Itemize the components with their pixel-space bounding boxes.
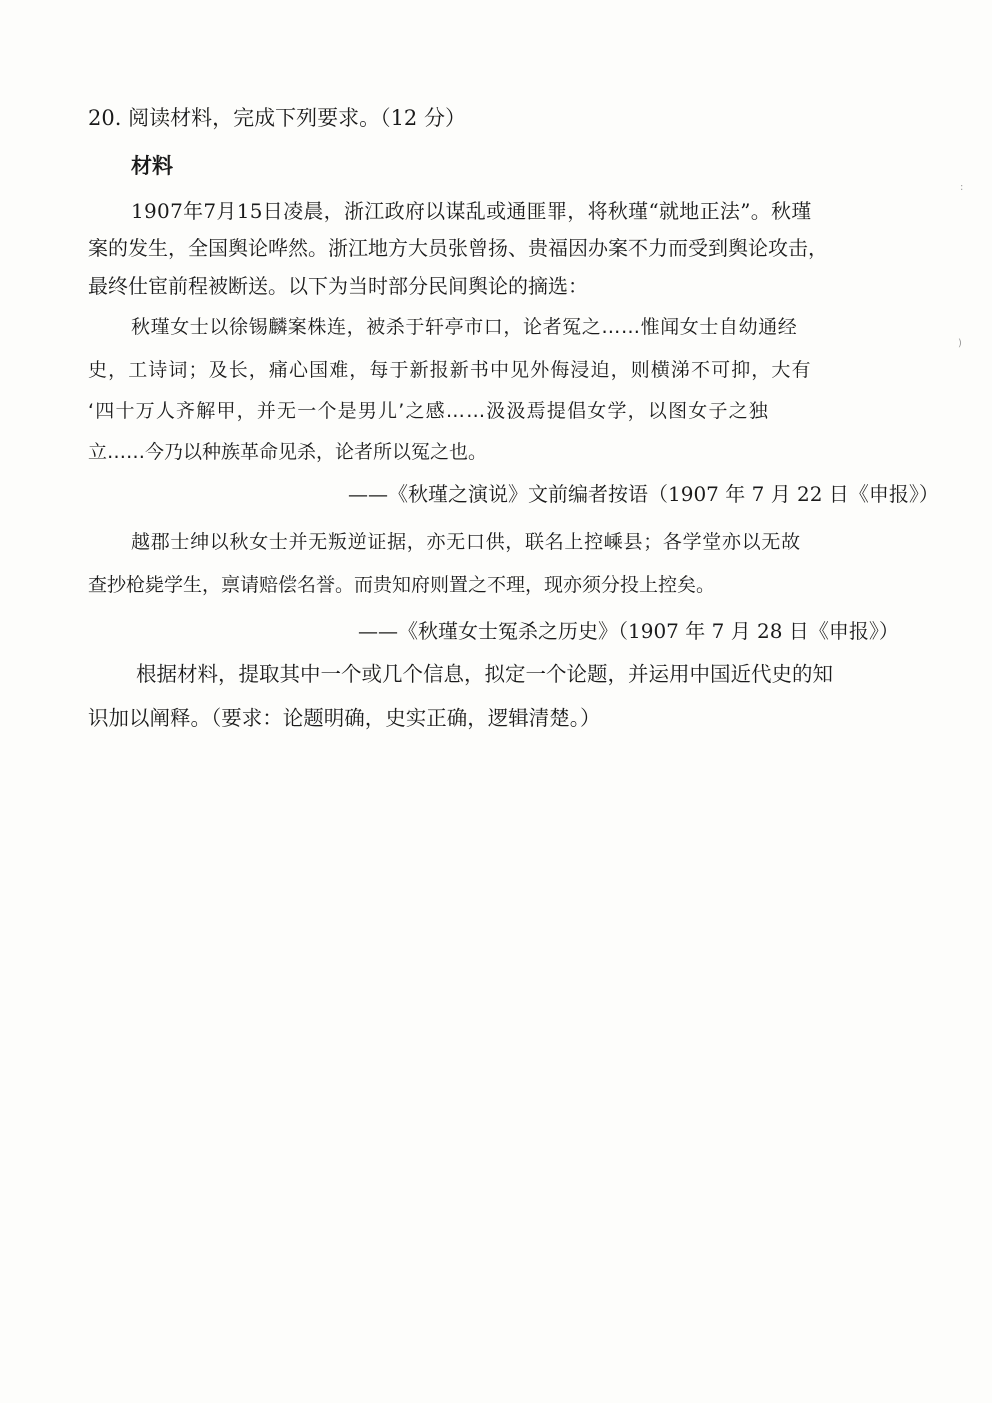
intro-line-3: 最终仕宦前程被断送。以下为当时部分民间舆论的摘选： xyxy=(88,274,588,298)
quote2-line-2: 查抄枪毙学生，禀请赔偿名誉。而贵知府则置之不理，现亦须分投上控矣。 xyxy=(88,574,716,596)
quote2-line-1: 越郡士绅以秋女士并无叛逆证据，亦无口供，联名上控嵊县；各学堂亦以无故 xyxy=(131,531,801,553)
intro-line-1: 1907年7月15日凌晨，浙江政府以谋乱或通匪罪，将秋瑾“就地正法”。秋瑾 xyxy=(131,199,812,223)
task-line-2: 识加以阐释。（要求：论题明确，史实正确，逻辑清楚。） xyxy=(88,706,601,730)
quote1-line-1: 秋瑾女士以徐锡麟案株连，被杀于轩亭市口，论者冤之……惟闻女士自幼通经 xyxy=(131,316,798,338)
quote1-line-2: 史，工诗词；及长，痛心国难，每于新报新书中见外侮浸迫，则横涕不可抑，大有 xyxy=(88,359,812,381)
task-line-1: 根据材料，提取其中一个或几个信息，拟定一个论题，并运用中国近代史的知 xyxy=(136,662,833,686)
question-title: 20. 阅读材料，完成下列要求。（12 分） xyxy=(88,106,466,130)
source-2: ——《秋瑾女士冤杀之历史》（1907 年 7 月 28 日《申报》） xyxy=(358,619,899,643)
material-label: 材料 xyxy=(131,153,173,178)
scan-mark: ) xyxy=(958,338,962,349)
scan-mark: : xyxy=(960,182,964,193)
intro-line-2: 案的发生，全国舆论哗然。浙江地方大员张曾扬、贵福因办案不力而受到舆论攻击， xyxy=(88,236,828,260)
quote1-line-4: 立……今乃以种族革命见杀，论者所以冤之也。 xyxy=(88,441,488,463)
quote1-line-3: ‘四十万人齐解甲，并无一个是男儿’之感……汲汲焉提倡女学，以图女子之独 xyxy=(88,400,770,422)
source-1: ——《秋瑾之演说》文前编者按语（1907 年 7 月 22 日《申报》） xyxy=(348,482,939,506)
